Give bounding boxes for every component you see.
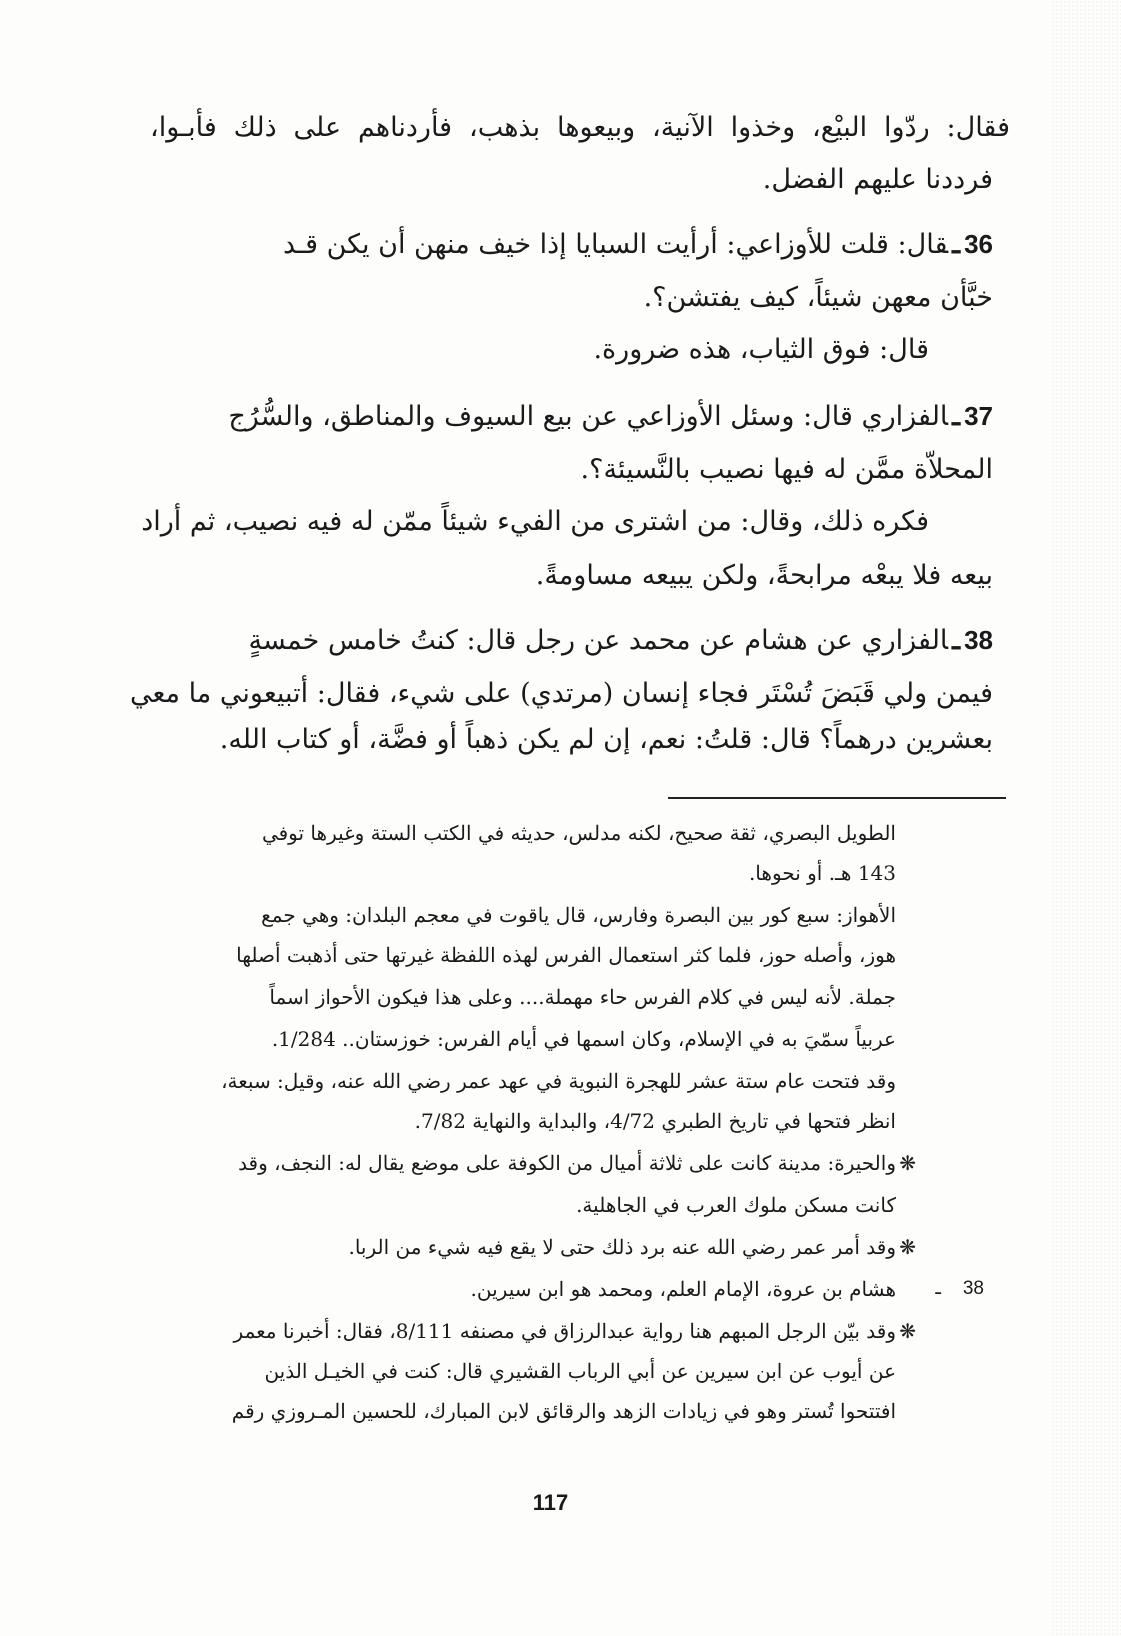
- page-number: 117: [532, 1490, 569, 1515]
- body-line-5: قال: فوق الثياب، هذه ضرورة.: [593, 334, 929, 365]
- number-dash: ـ: [952, 229, 961, 260]
- footnote-line-4: هوز، وأصله حوز، فلما كثر استعمال الفرس لهذه اللفظة غيرتها حتى أذهبت أصلها: [236, 943, 896, 967]
- footnote-ref-dash: ـ: [935, 1278, 941, 1299]
- paragraph-text: الفزاري قال: وسئل الأوزاعي عن بيع السيوف والمناطق، والسُّرُج: [228, 401, 949, 432]
- footnote-line-13: وقد بيّن الرجل المبهم هنا رواية عبدالرزاق في مصنفه 8/111، فقال: أخبرنا معمر: [233, 1319, 896, 1343]
- body-line-1: فقال: ردّوا البيْع، وخذوا الآنية، وبيعوها بذهب، فأردناهم على ذلك فأبـوا،: [150, 112, 1010, 143]
- footnote-line-12: هشام بن عروة، الإمام العلم، ومحمد هو ابن سيرين.: [470, 1277, 896, 1301]
- body-line-12: بعشرين درهماً؟ قال: قلتُ: نعم، إن لم يكن ذهباً أو فضَّة، أو كتاب الله.: [219, 724, 993, 755]
- paragraph-number: 38: [964, 625, 993, 655]
- paragraph-number: 36: [964, 229, 993, 259]
- footnote-line-6: عربياً سمّيَ به في الإسلام، وكان اسمها في أيام الفرس: خوزستان.. 1/284.: [271, 1027, 896, 1051]
- page-edge-texture: [1051, 0, 1121, 1636]
- footnote-line-5: جملة. لأنه ليس في كلام الفرس حاء مهملة.... وعلى هذا فيكون الأحواز اسماً: [269, 985, 896, 1009]
- body-line-2: فرددنا عليهم الفضل.: [762, 164, 993, 195]
- footnote-line-2: 143 هـ. أو نحوها.: [748, 861, 896, 885]
- footnote-line-9: والحيرة: مدينة كانت على ثلاثة أميال من الكوفة على موضع يقال له: النجف، وقد: [238, 1151, 896, 1175]
- paragraph-text: الفزاري عن هشام عن محمد عن رجل قال: كنتُ خامس خمسةٍ: [248, 625, 949, 656]
- footnote-line-7: وقد فتحت عام ستة عشر للهجرة النبوية في عهد عمر رضي الله عنه، وقيل: سبعة،: [221, 1069, 896, 1093]
- body-line-4: خبَّأن معهن شيئاً، كيف يفتشن؟.: [643, 282, 993, 313]
- footnote-star-icon: ❋: [899, 1151, 916, 1175]
- paragraph-number: 37: [964, 401, 993, 431]
- footnote-line-11: وقد أمر عمر رضي الله عنه برد ذلك حتى لا يقع فيه شيء من الربا.: [348, 1235, 896, 1259]
- footnote-line-14: عن أيوب عن ابن سيرين عن أبي الرباب القشيري قال: كنت في الخيـل الذين: [264, 1359, 896, 1383]
- number-dash: ـ: [952, 625, 961, 656]
- paragraph-text: قال: قلت للأوزاعي: أرأيت السبايا إذا خيف منهن أن يكن قـد: [283, 229, 949, 260]
- footnote-ref-number: 38: [962, 1278, 984, 1299]
- paragraph-36-line-1: [283, 224, 993, 265]
- footnote-line-8: انظر فتحها في تاريخ الطبري 4/72، والبداية والنهاية 7/82.: [414, 1109, 896, 1133]
- footnote-line-3: الأهواز: سبع كور بين البصرة وفارس، قال ياقوت في معجم البلدان: وهي جمع: [261, 903, 896, 927]
- footnote-line-10: كانت مسكن ملوك العرب في الجاهلية.: [576, 1193, 896, 1217]
- body-line-7: المحلاّة ممَّن له فيها نصيب بالنَّسيئة؟.: [580, 454, 993, 485]
- footnote-line-1: الطويل البصري، ثقة صحيح، لكنه مدلس، حديثه في الكتب الستة وغيرها توفي: [261, 821, 896, 845]
- footnote-line-15: افتتحوا تُستر وهو في زيادات الزهد والرقائق لابن المبارك، للحسين المـروزي رقم: [231, 1399, 896, 1423]
- footnote-star-icon: ❋: [899, 1235, 916, 1259]
- footnote-star-icon: ❋: [899, 1319, 916, 1343]
- body-line-11: فيمن ولي قَبَضَ تُسْتَر فجاء إنسان (مرتدي) على شيء، فقال: أتبيعوني ما معي: [130, 678, 993, 709]
- footnote-separator: [668, 797, 1006, 799]
- number-dash: ـ: [952, 401, 961, 432]
- paragraph-38-line-1: [249, 620, 993, 661]
- body-line-8: فكره ذلك، وقال: من اشترى من الفيء شيئاً ممّن له فيه نصيب، ثم أراد: [141, 506, 929, 537]
- body-line-9: بيعه فلا يبعْه مرابحةً، ولكن يبيعه مساومةً.: [535, 560, 993, 591]
- paragraph-37-line-1: [228, 396, 993, 437]
